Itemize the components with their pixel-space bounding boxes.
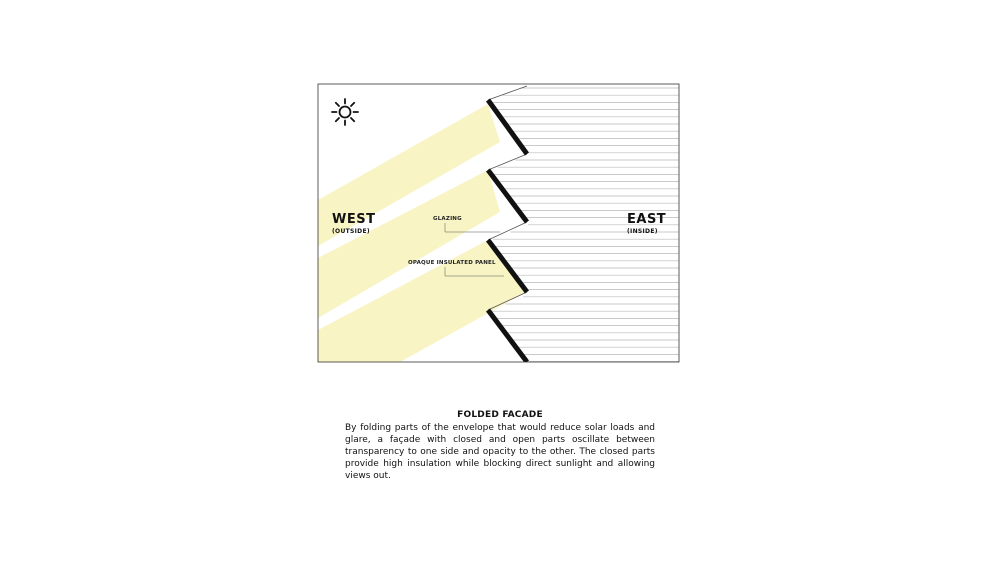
caption-title: FOLDED FACADE <box>457 410 543 420</box>
facade-glazing-line <box>488 86 527 100</box>
opaque-panel-callout: OPAQUE INSULATED PANEL <box>408 260 496 266</box>
glazing-callout: GLAZING <box>433 216 462 222</box>
opaque-panel <box>488 310 527 362</box>
facade-glazing-line <box>488 154 527 170</box>
caption-body: By folding parts of the envelope that would reduce solar loads and glare, a façade with closed and open parts oscillate between transparency to one side and opacity to the other. The closed parts provide high insulation while blocking direct sunlight and allowing views out. <box>345 423 655 481</box>
west-label: WEST <box>332 212 376 227</box>
east-sublabel: (INSIDE) <box>627 228 658 235</box>
facade-glazing-line <box>488 222 527 240</box>
west-sublabel: (OUTSIDE) <box>332 228 370 235</box>
caption <box>345 410 655 482</box>
east-label: EAST <box>627 212 667 227</box>
sun-icon <box>332 99 358 125</box>
